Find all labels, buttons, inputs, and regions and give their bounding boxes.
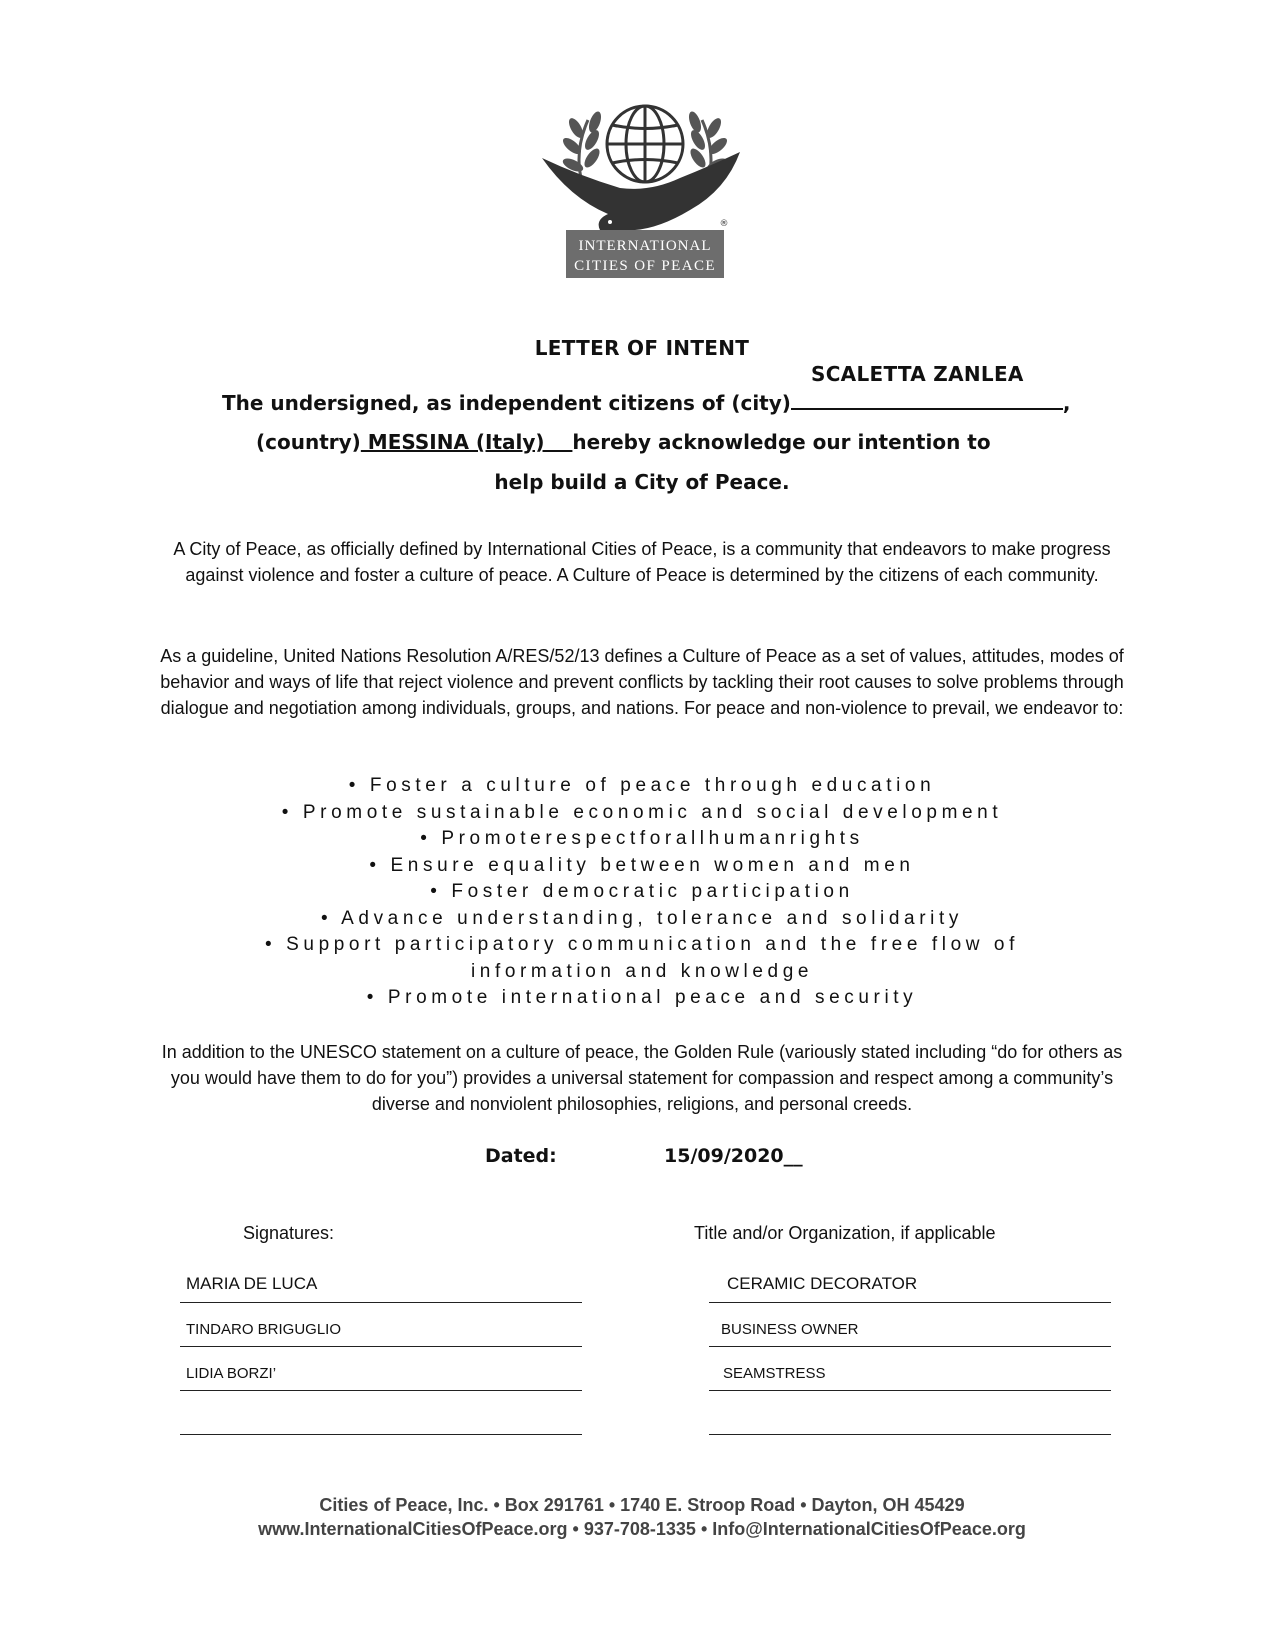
goals-list xyxy=(150,773,1134,1012)
list-item: • Foster a culture of peace through education xyxy=(348,775,936,796)
page-title: LETTER OF INTENT xyxy=(534,336,750,360)
signature-name: TINDARO BRIGUGLIO xyxy=(186,1321,342,1338)
country-label: (country) xyxy=(256,430,361,454)
list-item: • Promote international peace and security xyxy=(366,987,918,1008)
registered-mark: ® xyxy=(719,219,729,229)
international-cities-of-peace-logo xyxy=(540,80,750,280)
signature-line[interactable] xyxy=(180,1350,582,1391)
intent-line-2-text: hereby acknowledge our intention to xyxy=(572,430,991,454)
signature-title: SEAMSTRESS xyxy=(723,1365,826,1382)
title-organization-header: Title and/or Organization, if applicable xyxy=(694,1223,996,1243)
guideline-paragraph: As a guideline, United Nations Resolution A/RES/52/13 defines a Culture of Peace as a set of values, attitudes, modes of behavior and ways of life that reject violence and prevent conflicts by tackling their root causes to solve problems through dialogue and negotiation among individuals, groups, and nations. For peace and non-violence to prevail, we endeavor to: xyxy=(160,646,1124,718)
dated-value: 15/09/2020__ xyxy=(664,1145,803,1167)
intent-line-2 xyxy=(256,430,991,454)
list-item: • Foster democratic participation xyxy=(430,881,854,902)
signature-line[interactable] xyxy=(180,1262,582,1303)
title-line[interactable] xyxy=(709,1306,1111,1347)
definition-paragraph: A City of Peace, as officially defined by International Cities of Peace, is a community that endeavors to make progress against violence and foster a culture of peace. A Culture of Peace is determined by the citizens of each community. xyxy=(173,539,1111,585)
list-item: • Promote sustainable economic and social development xyxy=(281,801,1003,823)
intent-line-1-text: The undersigned, as independent citizens of (city) xyxy=(222,391,791,415)
signatures-header: Signatures: xyxy=(243,1223,335,1243)
dated-label: Dated: xyxy=(485,1145,557,1167)
title-line[interactable] xyxy=(709,1350,1111,1391)
signature-title: BUSINESS OWNER xyxy=(721,1321,859,1338)
footer-address: Cities of Peace, Inc. • Box 291761 • 1740 E. Stroop Road • Dayton, OH 45429 xyxy=(319,1495,965,1515)
logo-text-line2: CITIES OF PEACE xyxy=(574,258,716,274)
signature-title: CERAMIC DECORATOR xyxy=(727,1274,918,1293)
list-item: • Support participatory communication and the free flow of information and knowledge xyxy=(265,934,1019,982)
intent-line-1 xyxy=(222,390,1071,415)
list-item: • Advance understanding, tolerance and solidarity xyxy=(321,907,963,929)
logo-text-line1: INTERNATIONAL xyxy=(578,238,712,254)
title-line[interactable] xyxy=(709,1394,1111,1435)
list-item: • Promoterespectforallhumanrights xyxy=(420,828,864,849)
intent-line-3: help build a City of Peace. xyxy=(494,470,790,494)
globe-icon xyxy=(607,106,683,182)
signature-name: LIDIA BORZI’ xyxy=(186,1365,277,1382)
signature-name: MARIA DE LUCA xyxy=(186,1274,318,1293)
golden-rule-paragraph: In addition to the UNESCO statement on a culture of peace, the Golden Rule (variously stated including “do for others as you would have them to do for you”) provides a universal statement for compassion and respect among a community’s diverse and nonviolent philosophies, religions, and personal creeds. xyxy=(161,1042,1123,1114)
intent-line-1-end: , xyxy=(1062,391,1071,415)
city-blank xyxy=(791,390,1063,410)
signature-line[interactable] xyxy=(180,1306,582,1347)
title-line[interactable] xyxy=(709,1262,1111,1303)
signature-line[interactable] xyxy=(180,1394,582,1435)
city-value: SCALETTA ZANLEA xyxy=(811,362,1024,386)
list-item: • Ensure equality between women and men xyxy=(369,854,915,876)
footer-contact: www.InternationalCitiesOfPeace.org • 937-708-1335 • Info@InternationalCitiesOfPeace.org xyxy=(258,1519,1026,1539)
country-value: MESSINA (Italy) xyxy=(360,430,573,454)
